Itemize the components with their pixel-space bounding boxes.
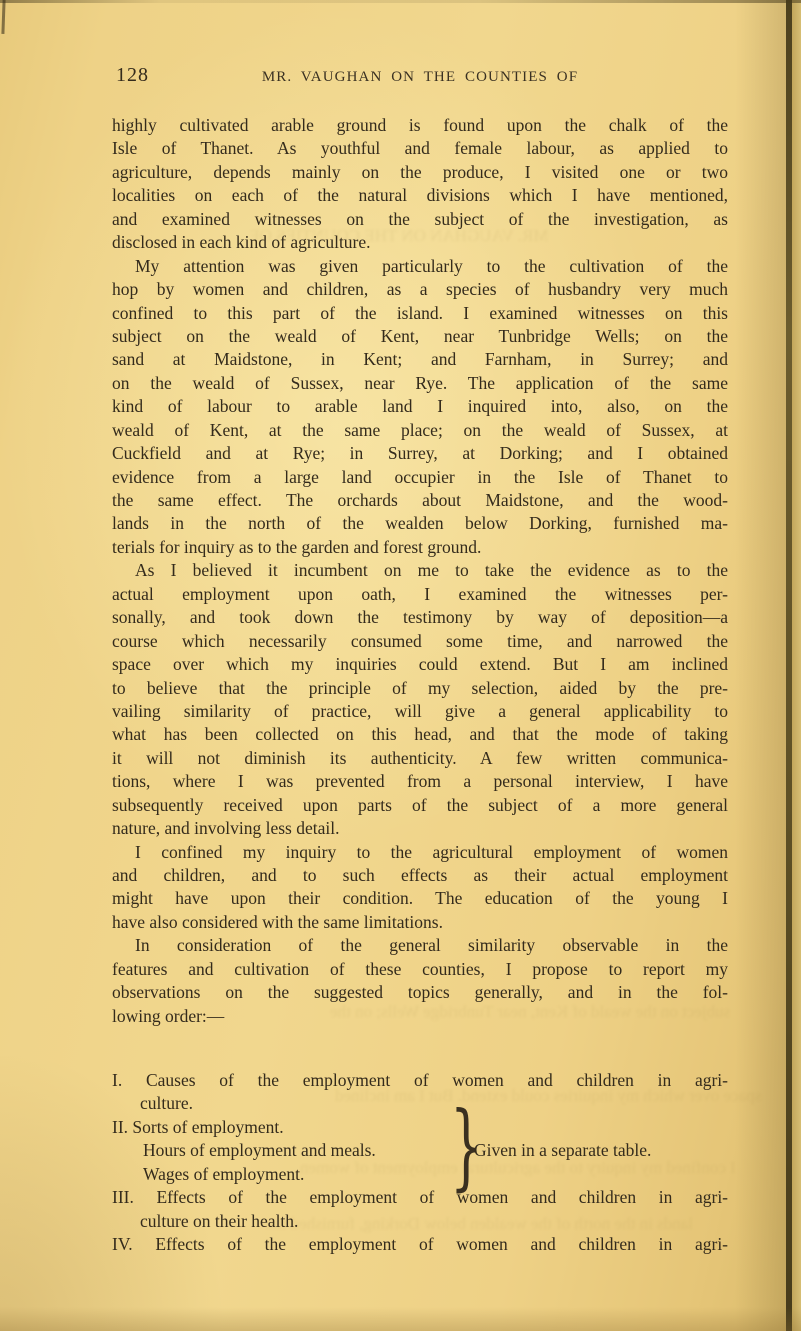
body-line: actual employment upon oath, I examined the witnesses per- [112, 583, 728, 604]
body-line: vailing similarity of practice, will give a general applicability to [112, 700, 728, 721]
list-numeral: I. [112, 1070, 123, 1090]
ghost-line: lands in the north of the wealden below Dorking, furnished ma- [260, 1214, 693, 1233]
body-line: kind of labour to arable land I inquired into, also, on the [112, 396, 728, 417]
body-line: the same effect. The orchards about Maidstone, and the wood- [112, 490, 728, 510]
body-line: Cuckfield and at Rye; in Surrey, at Dorking; and I obtained [112, 443, 728, 464]
topics-rows [112, 1069, 728, 1257]
body-text [112, 114, 731, 1028]
brace-note: Given in a separate table. [474, 1140, 652, 1160]
list-text: Effects of the employment of women and children in agri- [155, 1234, 729, 1255]
body-line: tions, where I was prevented from a personal interview, I have [112, 771, 728, 792]
paragraph [112, 255, 728, 560]
body-line: and children, and to such effects as their actual employment [112, 865, 728, 885]
list-text: Causes of the employment of women and children in agri- [145, 1070, 728, 1090]
body-line: In consideration of the general similarity observable in the [135, 935, 728, 956]
list-text: Effects of the employment of women and children in agri- [156, 1187, 729, 1208]
body-line: to believe that the principle of my selection, aided by the pre- [112, 677, 728, 698]
body-line: weald of Kent, at the same place; on the weald of Sussex, at [112, 419, 728, 440]
body-line: evidence from a large land occupier in the Isle of Thanet to [112, 466, 728, 487]
list-line [112, 1116, 728, 1139]
body-line: nature, and involving less detail. [112, 818, 340, 839]
page-header [112, 63, 728, 93]
body-line: My attention was given particularly to the cultivation of the [135, 255, 728, 276]
page-number: 128 [116, 64, 149, 86]
list-line: culture. [140, 1093, 193, 1114]
body-line: hop by women and children, as a species of husbandry very much [112, 279, 728, 300]
list-line [112, 1233, 728, 1256]
paragraph [112, 934, 731, 1028]
body-line: course which necessarily consumed some time, and narrowed the [112, 630, 728, 651]
list-line: Wages of employment. [143, 1163, 305, 1184]
list-numeral: IV. [112, 1234, 133, 1255]
ghost-line: subject on the weald of Kent, near Tunbridge Wells; on the [330, 1002, 731, 1021]
scan-top-edge [0, 0, 801, 3]
body-line: features and cultivation of these counties, I propose to report my [112, 958, 728, 979]
list-numeral: III. [112, 1187, 134, 1208]
ghost-line: MR. VAUGHAN ON THE COUNTIES OF [250, 226, 549, 245]
ghost-line: I confined my inquiry to the agricultural employment of women [300, 1158, 736, 1177]
body-line: As I believed it incumbent on me to take the evidence as to the [135, 560, 728, 581]
body-line: what has been collected on this head, and that the mode of taking [112, 724, 728, 745]
scan-left-artifact [1, 0, 5, 34]
brace-glyph: } [450, 1092, 483, 1201]
body-line: localities on each of the natural divisions which I have mentioned, [112, 185, 728, 206]
body-line: sonally, and took down the testimony by way of deposition—a [112, 607, 728, 628]
body-line: highly cultivated arable ground is found upon the chalk of the [112, 115, 728, 135]
body-line: terials for inquiry as to the garden and forest ground. [112, 536, 482, 557]
topics-list [112, 1069, 728, 1257]
body-line: space over which my inquiries could extend. But I am inclined [112, 654, 728, 675]
body-line: Isle of Thanet. As youthful and female labour, as applied to [112, 138, 728, 159]
body-line: on the weald of Sussex, near Rye. The application of the same [112, 372, 728, 393]
list-line: culture on their health. [140, 1210, 299, 1231]
running-title: MR. VAUGHAN ON THE COUNTIES OF [261, 69, 579, 85]
body-line: it will not diminish its authenticity. A few written communica- [112, 747, 728, 768]
page-edge-shading [735, 0, 786, 1331]
body-line: confined to this part of the island. I examined witnesses on this [112, 302, 728, 323]
body-line: sand at Maidstone, in Kent; and Farnham, in Surrey; and [112, 349, 728, 370]
body-line: subsequently received upon parts of the subject of a more general [112, 794, 728, 815]
body-line: and examined witnesses on the subject of the investigation, as [112, 208, 728, 229]
list-line [112, 1069, 728, 1092]
scan-bottom-shade [0, 1307, 801, 1331]
body-line: might have upon their condition. The education of the young I [112, 888, 728, 909]
list-line [112, 1186, 728, 1209]
list-line: Hours of employment and meals. [143, 1140, 376, 1161]
paragraph [112, 559, 728, 840]
body-line: disclosed in each kind of agriculture. [112, 232, 371, 253]
body-line: subject on the weald of Kent, near Tunbridge Wells; on the [112, 325, 728, 346]
body-line: observations on the suggested topics generally, and in the fol- [112, 982, 728, 1003]
paragraph [112, 841, 728, 935]
page-edge-outer [792, 0, 801, 1331]
body-line: have also considered with the same limitations. [112, 911, 443, 932]
paragraph [112, 114, 728, 255]
body-line: lowing order:— [112, 1005, 225, 1026]
list-text: Sorts of employment. [132, 1116, 284, 1137]
body-line: lands in the north of the wealden below Dorking, furnished ma- [112, 513, 728, 534]
list-numeral: II. [112, 1116, 129, 1137]
body-line: I confined my inquiry to the agricultural employment of women [135, 841, 728, 862]
body-line: agriculture, depends mainly on the produce, I visited one or two [112, 161, 728, 182]
ghost-line: space over which my inquiries could extend. But I am inclined [335, 1086, 762, 1105]
